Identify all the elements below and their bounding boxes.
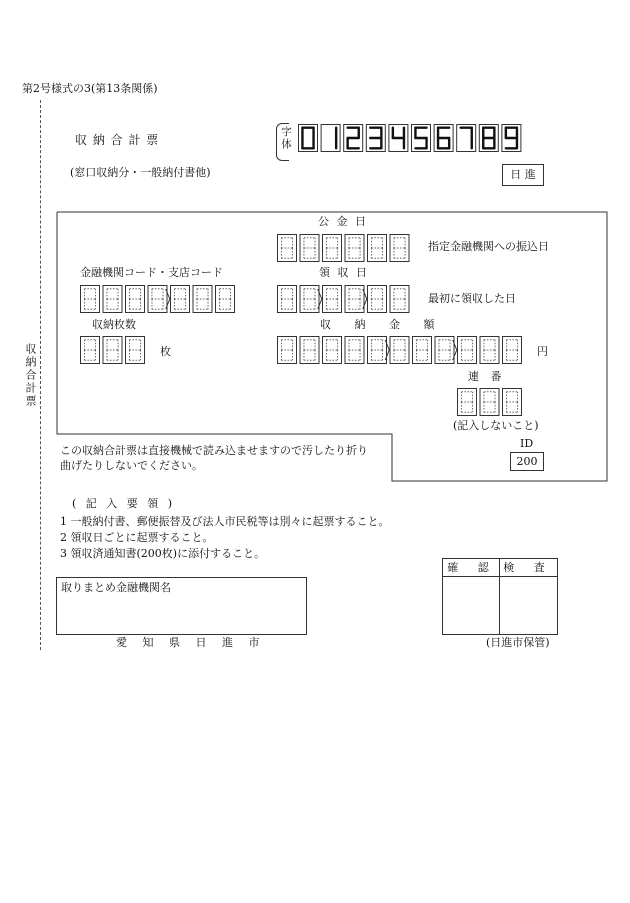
count-input[interactable] <box>80 336 148 368</box>
instruction-item: 3 領収済通知書(200枚)に添付すること。 <box>60 547 266 560</box>
receipt-date-input[interactable] <box>277 285 412 317</box>
retention-note: (日進市保管) <box>486 636 550 649</box>
serial-label: 連 番 <box>468 370 506 383</box>
bank-name-box[interactable] <box>56 577 307 635</box>
bank-name-label: 取りまとめ金融機関名 <box>61 581 171 594</box>
city-name: 愛 知 県 日 進 市 <box>116 636 266 649</box>
public-funds-date-label: 公 金 日 <box>318 215 368 228</box>
instruction-item: 2 領収日ごとに起票すること。 <box>60 531 214 544</box>
warning-text <box>60 443 368 473</box>
inspect-header: 検 査 <box>503 561 553 574</box>
instruction-item: 1 一般納付書、郵便振替及び法人市民税等は別々に起票すること。 <box>60 515 390 528</box>
amount-unit: 円 <box>537 345 548 358</box>
side-label: 収納合計票 <box>24 343 37 408</box>
instructions-list <box>60 514 390 562</box>
issuer-badge-text: 日 進 <box>510 168 536 181</box>
serial-note: (記入しないこと) <box>453 419 539 432</box>
id-label: ID <box>520 437 534 450</box>
bank-code-label: 金融機関コード・支店コード <box>80 266 223 279</box>
page-title: 収 納 合 計 票 <box>75 133 160 147</box>
id-box <box>510 452 544 471</box>
serial-input <box>457 388 525 420</box>
id-value: 200 <box>516 455 538 468</box>
check-table <box>442 558 558 635</box>
count-unit: 枚 <box>160 345 171 358</box>
receipt-date-label: 領 収 日 <box>319 266 369 279</box>
public-funds-date-note: 指定金融機関への振込日 <box>428 240 549 253</box>
count-label: 収納枚数 <box>92 318 136 331</box>
confirm-header: 確 認 <box>447 561 497 574</box>
amount-input[interactable] <box>277 336 525 368</box>
glyph-sample-label: 字体 <box>280 126 292 151</box>
page-subtitle: (窓口収納分・一般納付書他) <box>70 166 211 179</box>
instructions-heading: ( 記 入 要 領 ) <box>72 497 176 510</box>
receipt-date-note: 最初に領収した日 <box>428 292 516 305</box>
warning-line-1: この収納合計票は直接機械で読み込ませますので汚したり折り <box>60 444 368 457</box>
public-funds-date-input[interactable] <box>277 234 412 266</box>
amount-label: 収 納 金 額 <box>320 318 445 331</box>
form-number: 第2号様式の3(第13条関係) <box>22 82 158 95</box>
bank-code-input[interactable] <box>80 285 238 317</box>
warning-line-2: 曲げたりしないでください。 <box>60 459 203 472</box>
